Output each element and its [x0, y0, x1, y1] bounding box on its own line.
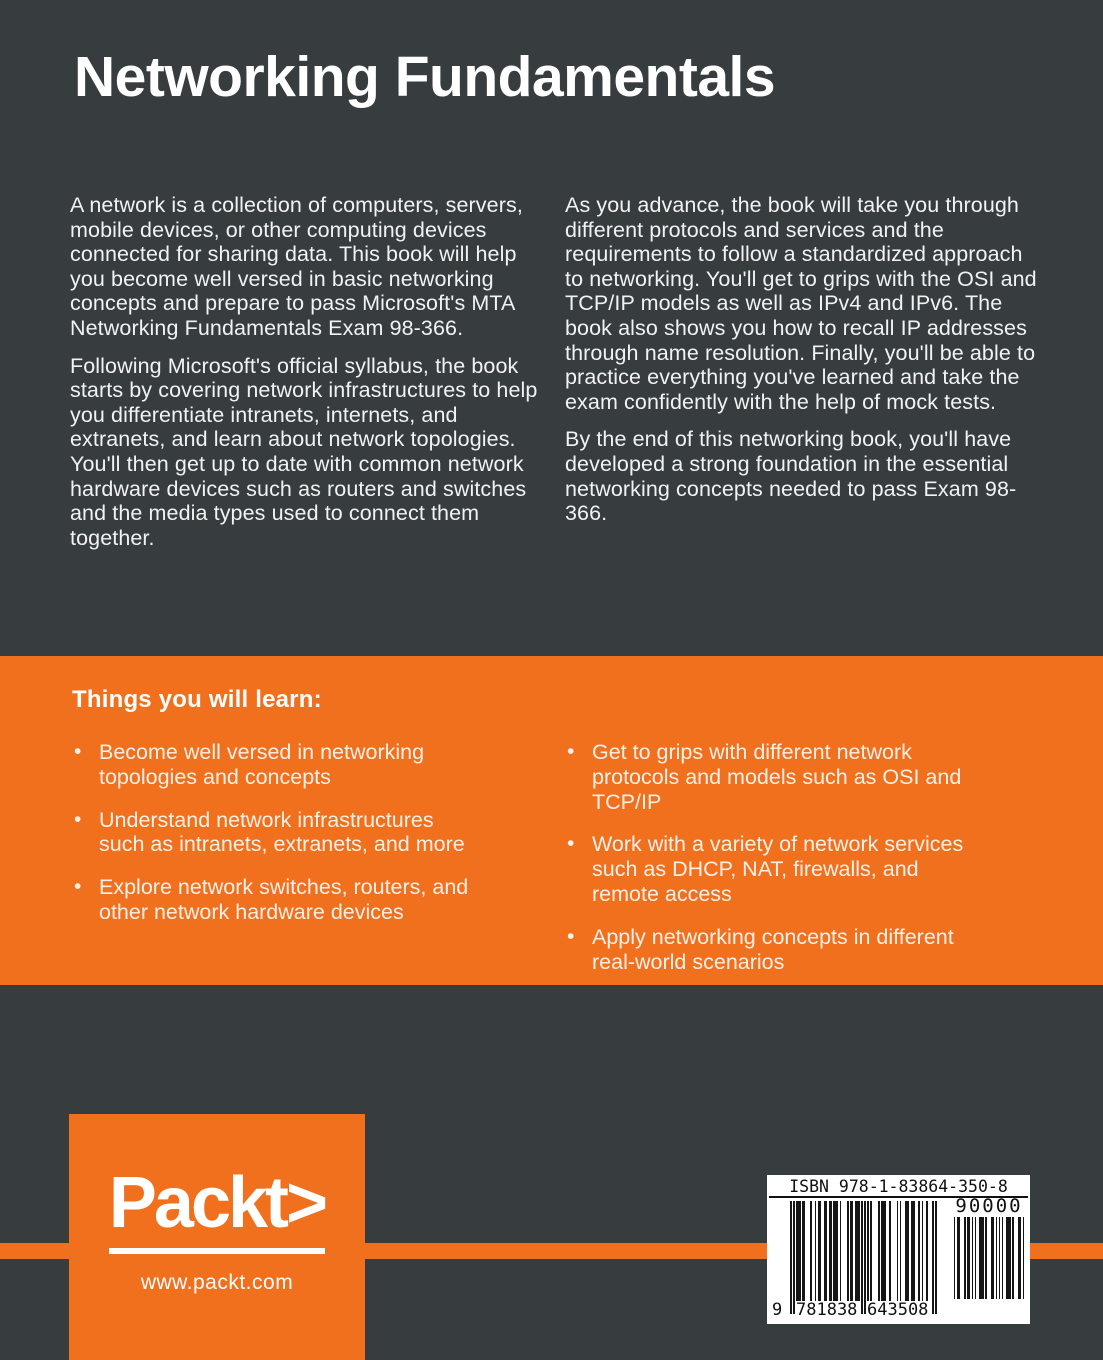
learn-item: [72, 740, 472, 790]
learn-item-text: Apply networking concepts in different real-world scenarios: [592, 924, 954, 974]
learn-item-text: Understand network infrastructures such as intranets, extranets, and more: [99, 807, 465, 857]
learn-list-left: [72, 740, 472, 943]
bullet-icon: [74, 807, 81, 833]
price-code: 90000: [955, 1195, 1023, 1217]
things-you-will-learn-section: [0, 656, 1103, 985]
learn-item: [565, 740, 985, 814]
learn-heading: Things you will learn:: [72, 686, 322, 713]
synopsis-paragraph: As you advance, the book will take you through different protocols and services and the requirements to follow a standardized approach to networking. You'll get to grips with the OSI and TCP/IP models as well as IPv4 and IPv6. The book also shows you how to recall IP addresses through name resolution. Finally, you'll be able to practice everything you've learned and take the exam confidently with the help of mock tests.: [565, 193, 1037, 414]
isbn-label: ISBN 978-1-83864-350-8: [789, 1177, 1008, 1196]
logo-underline: [109, 1248, 325, 1254]
learn-item: [565, 925, 985, 975]
isbn-barcode: [767, 1175, 1030, 1324]
learn-item: [72, 875, 472, 925]
synopsis-left-column: [70, 193, 538, 563]
bullet-icon: [567, 831, 574, 857]
learn-item-text: Explore network switches, routers, and other network hardware devices: [99, 875, 469, 924]
synopsis-paragraph: A network is a collection of computers, servers, mobile devices, or other computing devices connected for sharing data. This book will help you become well versed in basic networking concepts and prepare to pass Microsoft's MTA Networking Fundamentals Exam 98-366.: [70, 193, 523, 340]
book-title: Networking Fundamentals: [74, 45, 776, 109]
supplement-bars: [954, 1217, 1024, 1299]
learn-item-text: Work with a variety of network services such as DHCP, NAT, firewalls, and remote access: [592, 832, 964, 906]
synopsis-paragraph: Following Microsoft's official syllabus, the book starts by covering network infrastructures to help you differentiate intranets, internets, and extranets, and learn about network topologies. You'll then get up to date with common network hardware devices such as routers and switches and the media types used to connect them together.: [70, 353, 538, 550]
bullet-icon: [567, 924, 574, 950]
learn-item: [565, 832, 985, 906]
bullet-icon: [74, 739, 81, 765]
synopsis-right-column: [565, 193, 1043, 539]
learn-item: [72, 808, 472, 858]
bullet-icon: [74, 874, 81, 900]
supplement-barcode: [954, 1197, 1024, 1299]
synopsis-paragraph: By the end of this networking book, you'll have developed a strong foundation in the essential networking concepts needed to pass Exam 98-366.: [565, 427, 1017, 526]
learn-item-text: Become well versed in networking topologies and concepts: [99, 740, 425, 789]
learn-item-text: Get to grips with different network protocols and models such as OSI and TCP/IP: [592, 740, 962, 814]
bullet-icon: [567, 739, 574, 765]
packt-logo: Packt>: [108, 1163, 326, 1243]
learn-list-right: [565, 740, 985, 992]
barcode-digits: 9 781838 643508: [772, 1300, 929, 1320]
publisher-logo-box: [69, 1114, 365, 1360]
publisher-website: www.packt.com: [140, 1271, 294, 1294]
